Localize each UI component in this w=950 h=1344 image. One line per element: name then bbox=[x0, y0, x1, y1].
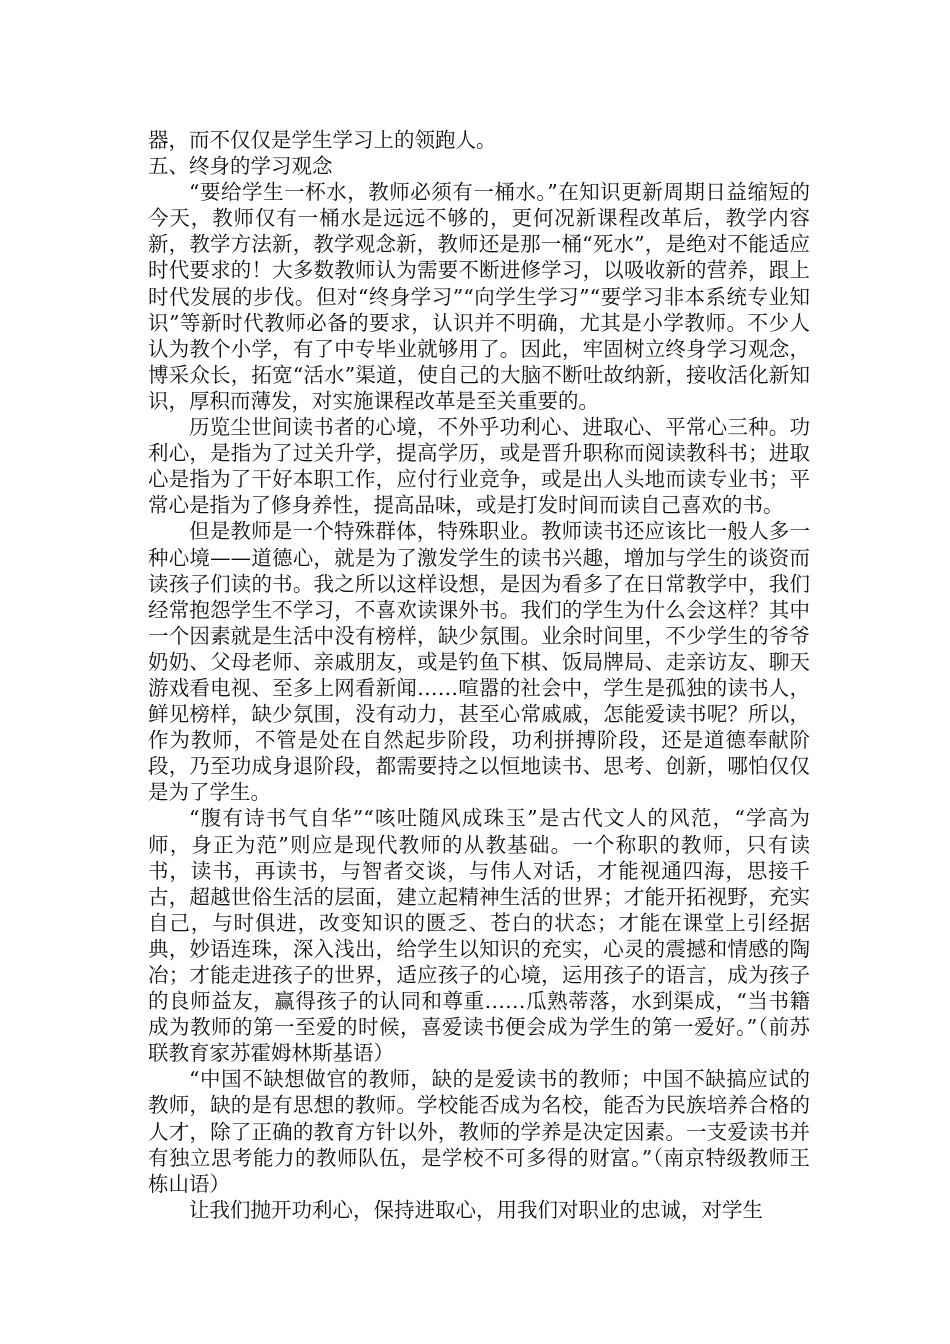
document-body bbox=[148, 127, 810, 1223]
paragraph-4: “腹有诗书气自华”“咳吐随风成珠玉”是古代文人的风范，“学高为师，身正为范”则应是现代教师的从教基础。一个称职的教师，只有读书，读书，再读书，与智者交谈，与伟人对话，才能视通四海，思接千古，超越世俗生活的层面，建立起精神生活的世界；才能开拓视野，充实自己，与时俱进，改变知识的匮乏、苍白的状态；才能在课堂上引经据典，妙语连珠，深入浅出，给学生以知识的充实，心灵的震撼和情感的陶冶；才能走进孩子的世界，适应孩子的心境，运用孩子的语言，成为孩子的良师益友，赢得孩子的认同和尊重……瓜熟蒂落，水到渠成，“当书籍成为教师的第一至爱的时候，喜爱读书便会成为学生的第一爱好。”（前苏联教育家苏霍姆林斯基语） bbox=[148, 806, 810, 1066]
paragraph-5: “中国不缺想做官的教师，缺的是爱读书的教师；中国不缺搞应试的教师，缺的是有思想的教师。学校能否成为名校，能否为民族培养合格的人才，除了正确的教育方针以外，教师的学养是决定因素。一支爱读书并有独立思考能力的教师队伍，是学校不可多得的财富。”（南京特级教师王栋山语） bbox=[148, 1067, 810, 1196]
paragraph-1: “要给学生一杯水，教师必须有一桶水。”在知识更新周期日益缩短的今天，教师仅有一桶水是远远不够的，更何况新课程改革后，教学内容新，教学方法新，教学观念新，教师还是那一桶“死水”，是绝对不能适应时代要求的！大多数教师认为需要不断进修学习，以吸收新的营养，跟上时代发展的步伐。但对“终身学习”“向学生学习”“要学习非本系统专业知识”等新时代教师必备的要求，认识并不明确，尤其是小学教师。不少人认为教个小学，有了中专毕业就够用了。因此，牢固树立终身学习观念，博采众长，拓宽“活水”渠道，使自己的大脑不断吐故纳新，接收活化新知识，厚积而薄发，对实施课程改革是至关重要的。 bbox=[148, 180, 810, 413]
paragraph-3: 但是教师是一个特殊群体，特殊职业。教师读书还应该比一般人多一种心境——道德心，就是为了激发学生的读书兴趣，增加与学生的谈资而读孩子们读的书。我之所以这样设想，是因为看多了在日常教学中，我们经常抱怨学生不学习，不喜欢读课外书。我们的学生为什么会这样？其中一个因素就是生活中没有榜样，缺少氛围。业余时间里，不少学生的爷爷奶奶、父母老师、亲戚朋友，或是钓鱼下棋、饭局牌局、走亲访友、聊天游戏看电视、至多上网看新闻……喧嚣的社会中，学生是孤独的读书人，鲜见榜样，缺少氛围，没有动力，甚至心常戚戚，怎能爱读书呢？所以，作为教师，不管是处在自然起步阶段，功利拼搏阶段，还是道德奉献阶段，乃至功成身退阶段，都需要持之以恒地读书、思考、创新，哪怕仅仅是为了学生。 bbox=[148, 519, 810, 805]
section-heading: 五、终身的学习观念 bbox=[148, 154, 333, 179]
paragraph-6: 让我们抛开功利心，保持进取心，用我们对职业的忠诚，对学生 bbox=[189, 1197, 763, 1222]
paragraph-intro: 器，而不仅仅是学生学习上的领跑人。 bbox=[148, 128, 497, 152]
paragraph-2: 历览尘世间读书者的心境，不外乎功利心、进取心、平常心三种。功利心，是指为了过关升学，提高学历，或是晋升职称而阅读教科书；进取心是指为了干好本职工作，应付行业竞争，或是出人头地而读专业书；平常心是指为了修身养性，提高品味，或是打发时间而读自己喜欢的书。 bbox=[148, 415, 810, 518]
